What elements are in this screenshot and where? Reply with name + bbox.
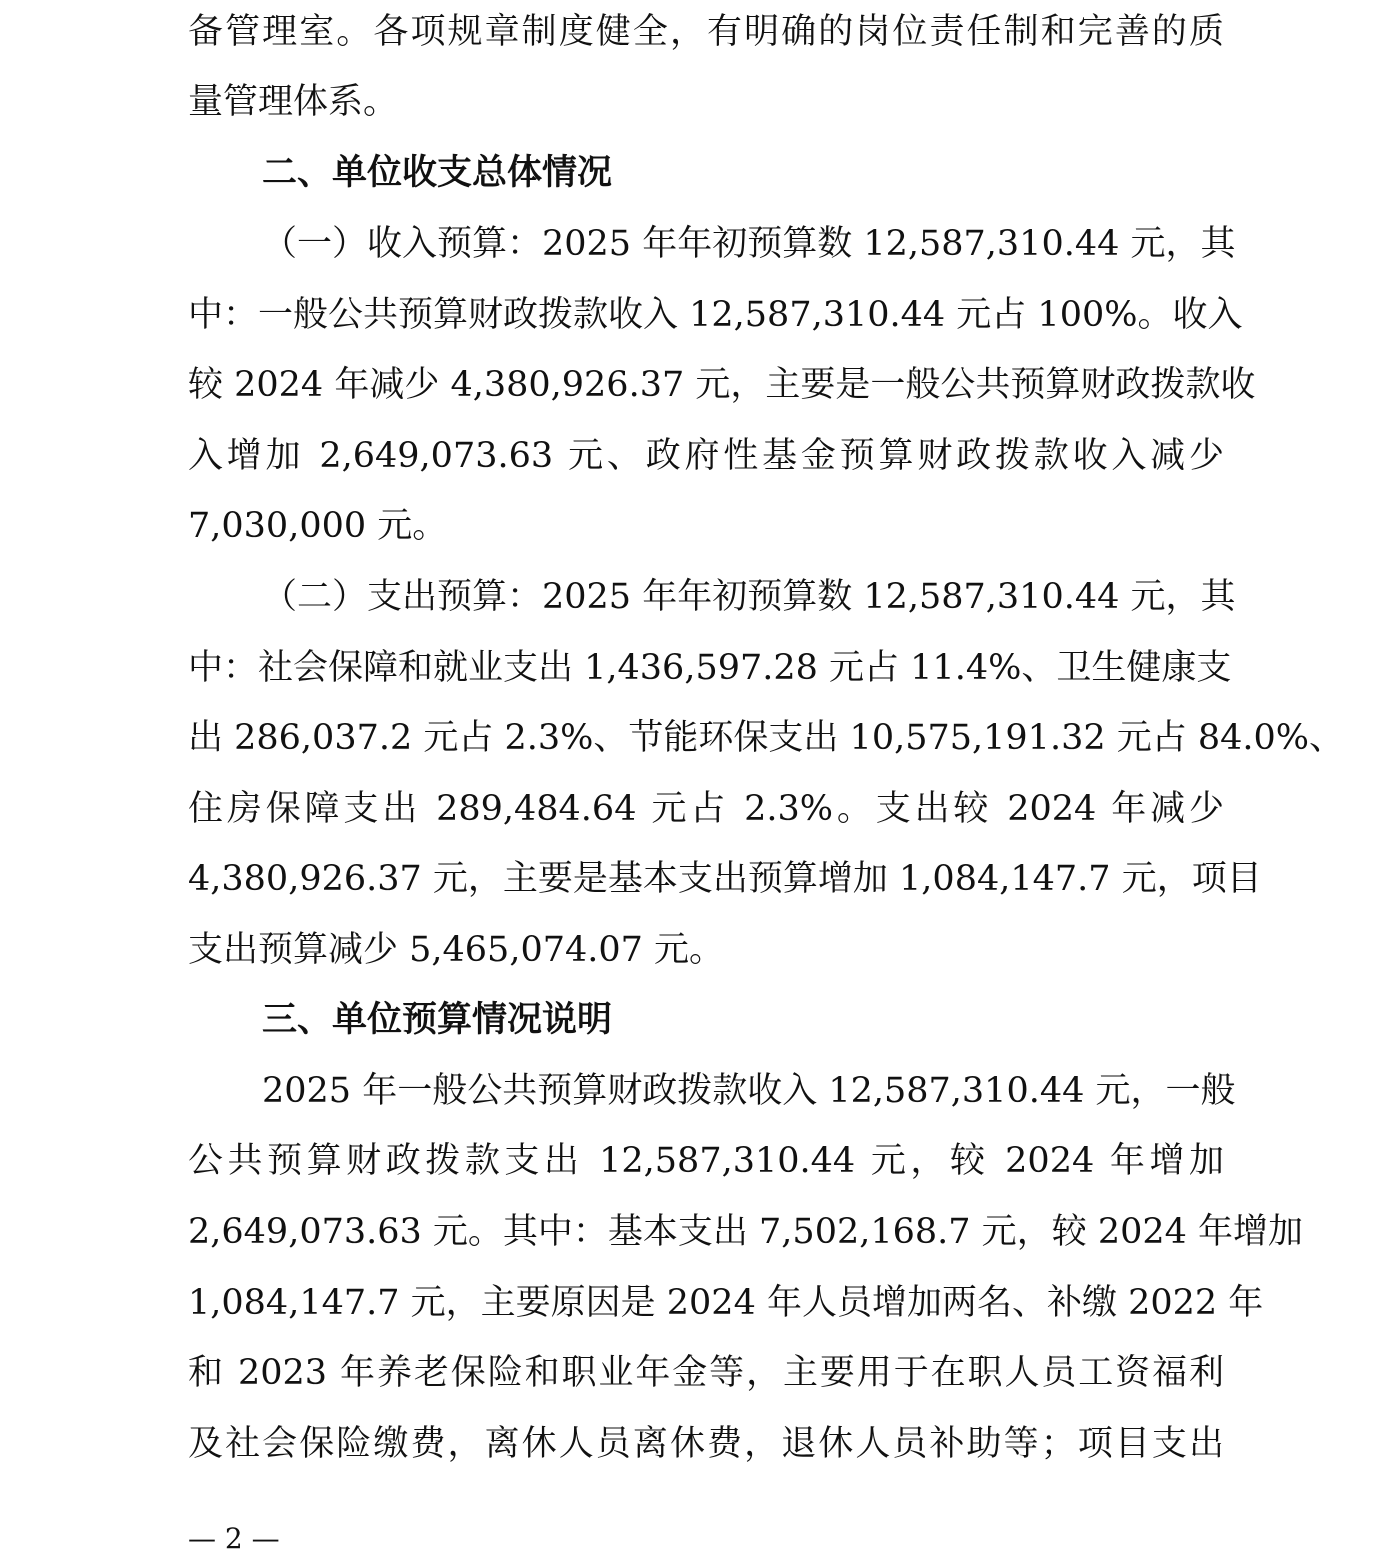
page-number: — 2 — <box>188 1522 280 1555</box>
income-line-5: 7,030,000 元。 <box>188 506 448 546</box>
budget-line-3: 2,649,073.63 元。其中：基本支出 7,502,168.7 元，较 2024 年增加 <box>188 1212 1304 1252</box>
expenditure-line-6: 支出预算减少 5,465,074.07 元。 <box>188 930 725 970</box>
income-line-3: 较 2024 年减少 4,380,926.37 元，主要是一般公共预算财政拨款收 <box>188 365 1256 405</box>
budget-line-1: 2025 年一般公共预算财政拨款收入 12,587,310.44 元，一般 <box>262 1071 1236 1111</box>
intro-line-2: 量管理体系。 <box>188 82 399 122</box>
intro-line-1: 备管理室。各项规章制度健全，有明确的岗位责任制和完善的质 <box>188 12 1224 52</box>
budget-line-6: 及社会保险缴费，离休人员离休费，退休人员补助等；项目支出 <box>188 1424 1224 1464</box>
budget-line-2: 公共预算财政拨款支出 12,587,310.44 元，较 2024 年增加 <box>188 1141 1224 1181</box>
income-line-4: 入增加 2,649,073.63 元、政府性基金预算财政拨款收入减少 <box>188 436 1224 476</box>
expenditure-line-4: 住房保障支出 289,484.64 元占 2.3%。支出较 2024 年减少 <box>188 789 1224 829</box>
expenditure-line-1: （二）支出预算：2025 年年初预算数 12,587,310.44 元，其 <box>262 577 1236 617</box>
income-line-2: 中：一般公共预算财政拨款收入 12,587,310.44 元占 100%。收入 <box>188 295 1243 335</box>
expenditure-line-2: 中：社会保障和就业支出 1,436,597.28 元占 11.4%、卫生健康支 <box>188 648 1232 688</box>
expenditure-line-3: 出 286,037.2 元占 2.3%、节能环保支出 10,575,191.32 元占 84.0%、 <box>188 718 1345 758</box>
section-2-heading: 二、单位收支总体情况 <box>262 153 613 193</box>
section-3-heading: 三、单位预算情况说明 <box>262 1000 613 1040</box>
expenditure-line-5: 4,380,926.37 元，主要是基本支出预算增加 1,084,147.7 元，项目 <box>188 859 1262 899</box>
income-line-1: （一）收入预算：2025 年年初预算数 12,587,310.44 元，其 <box>262 224 1236 264</box>
budget-line-5: 和 2023 年养老保险和职业年金等，主要用于在职人员工资福利 <box>188 1353 1224 1393</box>
budget-line-4: 1,084,147.7 元，主要原因是 2024 年人员增加两名、补缴 2022 年 <box>188 1283 1264 1323</box>
